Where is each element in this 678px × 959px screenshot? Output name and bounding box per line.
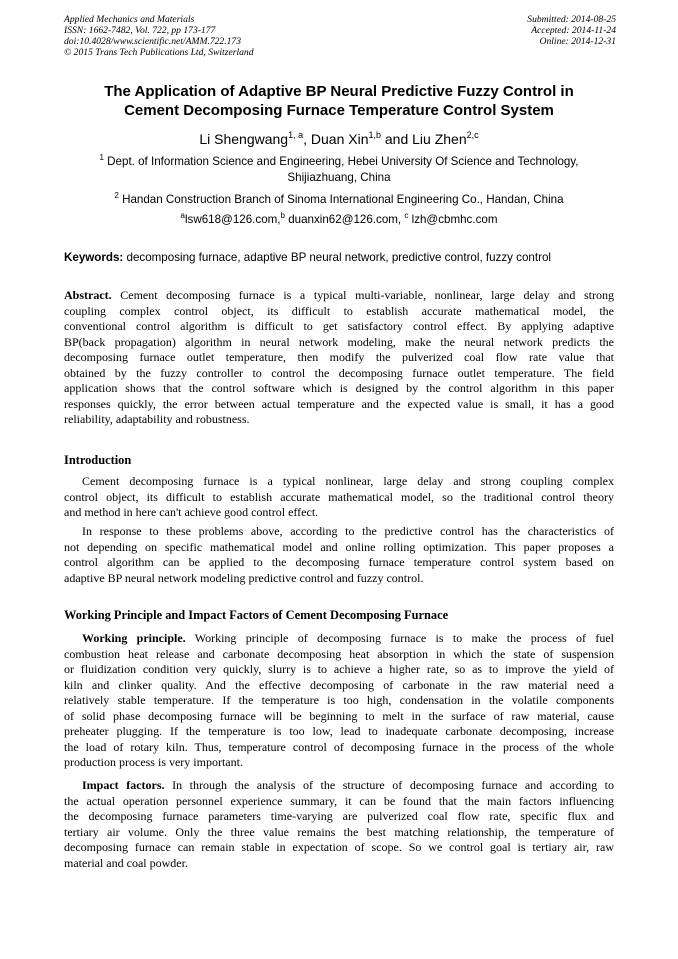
- journal-name: Applied Mechanics and Materials: [64, 14, 195, 25]
- abstract-line: responses quickly, the error between actual temperature and the expected value is small, it has a good: [64, 396, 614, 411]
- impact-factors-label: Impact factors.: [82, 778, 165, 792]
- keywords: [64, 250, 551, 266]
- author-3-sup: 2,c: [466, 130, 479, 140]
- journal-copyright: © 2015 Trans Tech Publications Ltd, Switzerland: [64, 47, 254, 58]
- paragraph-line: of solid phase decomposing furnace will be beginning to melt in the surface of raw material, cause: [64, 708, 614, 723]
- paragraph-line: Impact factors. In through the analysis of the structure of decomposing furnace and according to: [82, 778, 614, 792]
- paragraph-line: relatively stable temperature. If the temperature is too high, condensation in the volatile components: [64, 693, 614, 707]
- email-b: duanxin62@126.com,: [284, 213, 405, 226]
- abstract: [64, 288, 614, 428]
- submitted-date: Submitted: 2014-08-25: [527, 14, 616, 25]
- email-a-sup: a: [180, 211, 185, 220]
- abstract-line: coupling complex control object, its difficult to establish accurate mathematical model, the: [64, 303, 614, 318]
- author-1-name: Li Shengwang: [199, 131, 289, 147]
- paragraph-line: kiln and clinker quality. And the effective decomposing of carbonate in the raw material need a: [64, 677, 614, 692]
- abstract-line: application shows that the control software which is designed by the control algorithm in this paper: [64, 381, 614, 395]
- journal-doi: doi:10.4028/www.scientific.net/AMM.722.173: [64, 36, 242, 47]
- paragraph-line: production process is very important.: [64, 755, 243, 769]
- working-principle-paragraph: [64, 631, 614, 771]
- affiliation-2-line-1: Handan Construction Branch of Sinoma International Engineering Co., Handan, China: [118, 193, 564, 206]
- title-line-1: The Application of Adaptive BP Neural Predictive Fuzzy Control in: [104, 83, 574, 100]
- keywords-text: decomposing furnace, adaptive BP neural network, predictive control, fuzzy control: [123, 251, 551, 264]
- author-list: [40, 130, 638, 148]
- author-1-sup: 1, a: [288, 130, 304, 140]
- abstract-line: obtained by the fuzzy controller to control the decomposing furnace outlet temperature. The field: [64, 365, 614, 380]
- paragraph-line: control algorithm can be applied to the decomposing furnace temperature control system based on: [64, 555, 614, 569]
- paragraph-line: preheater plugging. If the temperature is too low, lead to inadequate carbonate decomposing, increase: [64, 724, 614, 738]
- keywords-label: Keywords:: [64, 251, 124, 264]
- abstract-label: Abstract.: [64, 288, 112, 302]
- paragraph-line: the decomposing furnace parameters time-varying are pulverized coal flow rate, specific flux and: [64, 809, 614, 823]
- paragraph-line: combustion heat release and carbonate decomposing heat absorption in which the state of suspension: [64, 646, 614, 661]
- affiliation-1: [40, 154, 638, 186]
- paragraph-line: the actual operation personnel experience summary, it can be found that the main factors influencing: [64, 793, 614, 808]
- affiliation-1-line-2: Shijiazhuang, China: [287, 171, 391, 184]
- section-heading-working-principle: Working Principle and Impact Factors of Cement Decomposing Furnace: [64, 608, 449, 622]
- paragraph-line: Working principle. Working principle of decomposing furnace is to make the process of fuel: [82, 631, 614, 645]
- paragraph-line: Cement decomposing furnace is a typical nonlinear, large delay and strong coupling complex: [82, 474, 614, 488]
- abstract-line: conventional control algorithm is difficult to get satisfactory control effect. By applying adaptive: [64, 319, 614, 333]
- author-emails: [40, 212, 638, 228]
- paragraph-line: tertiary air volume. Only the three value remains the best matching relationship, the temperature of: [64, 824, 614, 839]
- paragraph-line: control object, its difficult to establish accurate mathematical model, so the traditional control theory: [64, 489, 614, 504]
- online-date: Online: 2014-12-31: [539, 36, 616, 47]
- accepted-date: Accepted: 2014-11-24: [531, 25, 616, 36]
- impact-factors-paragraph: [64, 778, 614, 871]
- affiliation-2-sup: 2: [114, 191, 119, 200]
- submission-dates: [527, 14, 616, 47]
- abstract-line: reliability, adaptability and robustness.: [64, 412, 250, 426]
- journal-issn: ISSN: 1662-7482, Vol. 722, pp 173-177: [64, 25, 216, 36]
- affiliation-1-sup: 1: [99, 153, 104, 162]
- paragraph-line: and method in here can't achieve good control effect.: [64, 505, 319, 519]
- working-principle-label: Working principle.: [82, 631, 186, 645]
- paragraph-line: or fluidization condition very quickly, slurry is to achieve a higher rate, so as to improve the yield of: [64, 662, 614, 676]
- paragraph-line: decomposing furnace can remain stable in expectation of scope. So we control goal is tertiary air, raw: [64, 840, 614, 854]
- affiliation-1-line-1: Dept. of Information Science and Engineering, Hebei University Of Science and Technology,: [103, 155, 579, 168]
- paper-title: [40, 82, 638, 120]
- author-2-name: , Duan Xin: [303, 131, 369, 147]
- paragraph-line: material and coal powder.: [64, 855, 188, 870]
- email-b-sup: b: [280, 211, 285, 220]
- paragraph-line: not depending on specific mathematical model and online rolling optimization. This paper proposes a: [64, 539, 614, 554]
- paragraph-line: adaptive BP neural network modeling predictive control and fuzzy control.: [64, 570, 424, 585]
- abstract-line: decomposing furnace outlet temperature, then modify the pulverized coal flow rate value that: [64, 350, 614, 364]
- email-a: lsw618@126.com,: [184, 213, 281, 226]
- introduction-paragraph-1: [64, 474, 614, 521]
- section-heading-introduction: Introduction: [64, 453, 132, 467]
- author-3-name: and Liu Zhen: [381, 131, 467, 147]
- introduction-paragraph-2: [64, 524, 614, 586]
- email-c: lzh@cbmhc.com: [408, 213, 498, 226]
- email-c-sup: c: [404, 211, 409, 220]
- abstract-line: BP(back propagation) algorithm in neural network modeling, make the neural network predicts the: [64, 334, 614, 349]
- journal-info: [64, 14, 254, 58]
- title-line-2: Cement Decomposing Furnace Temperature Control System: [124, 102, 554, 119]
- paragraph-line: In response to these problems above, according to the predictive control has the characteristics of: [82, 524, 614, 538]
- paragraph-line: the load of rotary kiln. Thus, temperature control of decomposing furnace in the process of the whole: [64, 739, 614, 754]
- author-2-sup: 1,b: [368, 130, 381, 140]
- affiliation-2: [40, 192, 638, 208]
- abstract-line: Abstract. Cement decomposing furnace is a typical multi-variable, nonlinear, large delay and strong: [64, 288, 614, 302]
